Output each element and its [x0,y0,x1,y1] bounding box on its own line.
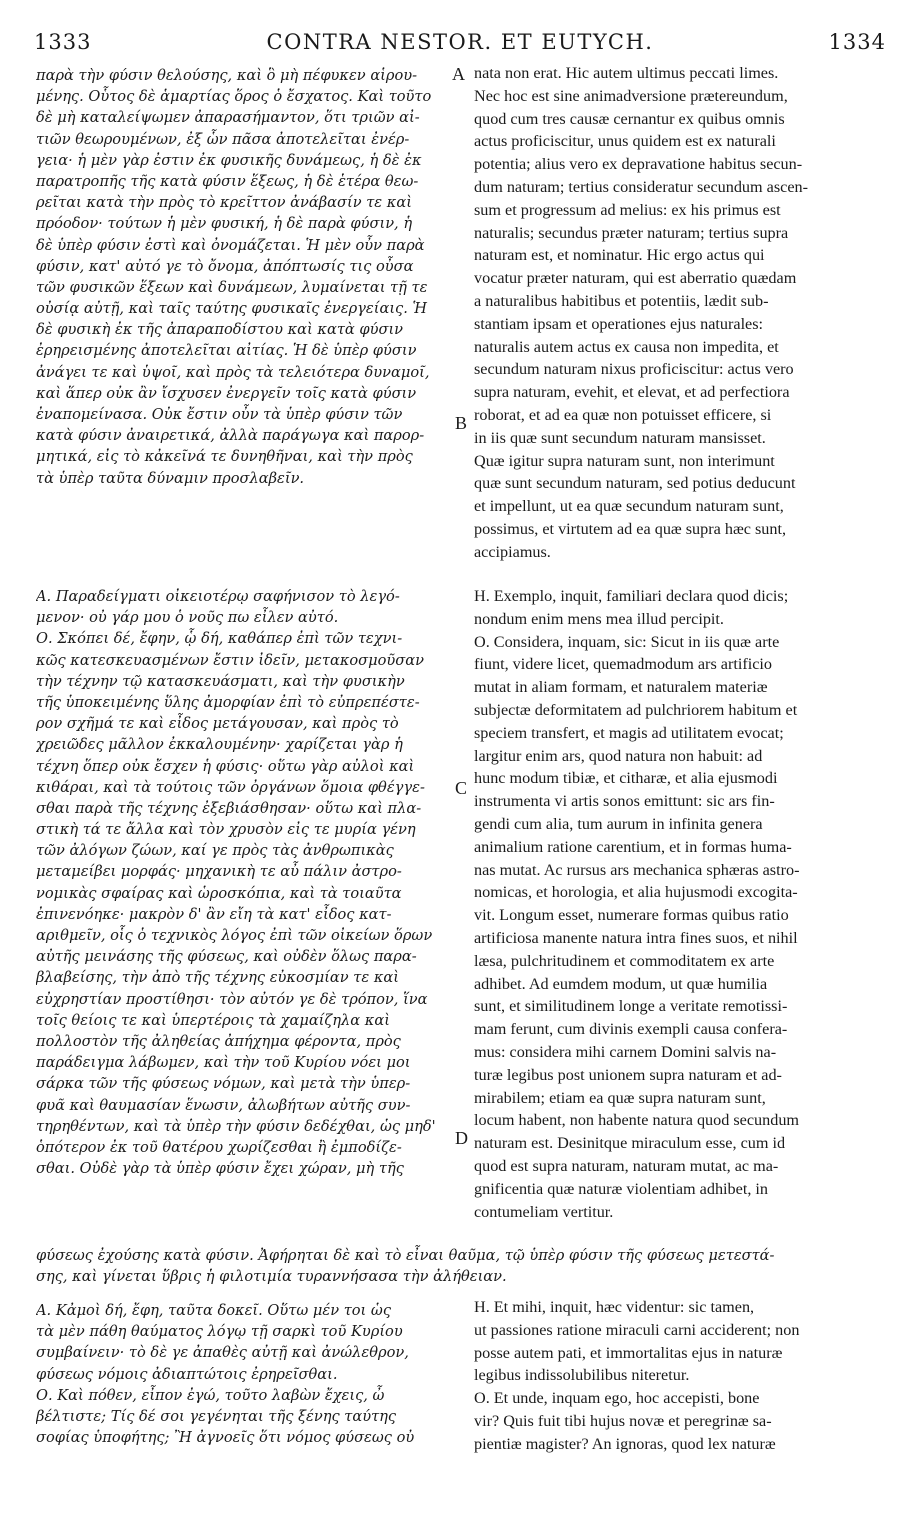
text-line: gnificentia quæ naturæ violentiam adhibet, in [474,1179,769,1198]
text-line: τοῖς θείοις τε καὶ ὑπερτέροις τὰ χαμαίζηλα καὶ [36,1011,390,1029]
text-line: δὲ μὴ καταλείψωμεν ἀπαρασήμαντον, ὅτι τριῶν αἰ- [36,109,420,127]
text-line: τὰ μὲν πάθη θαύματος λόγῳ τῇ σαρκὶ τοῦ Κυρίου [36,1323,403,1341]
text-line: αὐτῆς μεινάσης τῆς φύσεως, καὶ οὐδὲν ὅλως παρα- [36,948,417,966]
text-line: possimus, et virtutem ad ea quæ supra hæc sunt, [474,519,787,538]
text-line: φύσιν, κατ' αὐτό γε τὸ ὄνομα, ἀπόπτωσίς τις οὖσα [36,257,414,275]
text-line: βλαβείσης, τὴν ἀπὸ τῆς τέχνης εὐκοσμίαν τε καὶ [36,969,399,987]
text-line: a naturalibus habitibus et potentiis, lædit sub- [474,291,769,310]
text-line: Ο. Σκόπει δέ, ἔφην, ᾧ δή, καθάπερ ἐπὶ τῶν τεχνι- [36,630,403,648]
text-line: quod cum tres causæ cernantur ex quibus omnis [474,109,785,128]
text-line: vir? Quis fuit tibi hujus novæ et peregrinæ sa- [474,1411,772,1430]
text-line: turæ legibus post unionem supra naturam et ad- [474,1065,782,1084]
text-line: potentia; alius vero ex depravatione habitus secun- [474,155,803,174]
text-line: naturam est. Desinitque miraculum esse, cum id [474,1134,786,1153]
text-line: κιθάραι, καὶ τὰ τούτοις τῶν ὀργάνων ὅμοια φθέγγε- [36,778,425,796]
text-line: instrumenta vi artis sonos emittunt: sic ars fin- [474,792,775,811]
text-line: naturalis autem actus ex causa non impedita, et [474,337,779,356]
text-line: ἐρηρεισμένης ἀποτελεῖται αἰτίας. Ἡ δὲ ὑπὲρ φύσιν [36,342,417,360]
text-line: ρεῖται κατὰ τὴν πρὸς τὸ κρεῖττον ἀνάβασίν τε καὶ [36,194,412,212]
text-line: πρόοδον· τούτων ἡ μὲν φυσική, ἡ δὲ παρὰ φύσιν, ἡ [36,215,413,233]
text-line: accipiamus. [474,542,551,561]
text-line: nata non erat. Hic autem ultimus peccati limes. [474,64,779,82]
text-line: φύσεως ἐχούσης κατὰ φύσιν. Ἀφήρηται δὲ καὶ τὸ εἶναι θαῦμα, τῷ ὑπὲρ φύσιν τῆς φύσεως μετεστά- [36,1247,775,1264]
running-title: CONTRA NESTOR. ET EUTYCH. [266,30,654,54]
greek-text-block-1 [36,65,450,489]
text-line: γεια· ἡ μὲν γὰρ ἐστιν ἐκ φυσικῆς δυνάμεως, ἡ δὲ ἐκ [36,151,422,169]
text-line: τῶν ἀλόγων ζώων, καί γε πρὸς τὰς ἀνθρωπικὰς [36,842,394,860]
text-line: O. Considera, inquam, sic: Sicut in iis quæ arte [474,632,780,651]
margin-letter-d: D [455,1128,468,1148]
page-number-right: 1334 [828,30,886,54]
text-line: τὴν τέχνην τῷ κατασκευάσματι, καὶ τὴν φυσικὴν [36,672,405,690]
text-line: stantiam ipsam et operationes ejus naturales: [474,314,764,333]
text-line: σοφίας ὑποφήτης; Ἢ ἀγνοεῖς ὅτι νόμος φύσεως οὐ [36,1429,415,1447]
text-line: χρειῶδες μᾶλλον ἐκκαλουμένην· χαρίζεται γὰρ ἡ [36,736,403,754]
text-line: roborat, et ad ea quæ non potuisset efficere, si [474,405,772,424]
text-line: ἀνάγει τε καὶ ὑψοῖ, καὶ πρὸς τὰ τελειότερα δυναμοῖ, [36,363,430,381]
text-line: speciem transfert, et magis ad utilitatem evocat; [474,723,784,742]
text-line: τῆς ὑποκειμένης ὕλης ἀμορφίαν ἐπὶ τὸ εὐπρεπέστε- [36,693,420,711]
text-line: H. Exemplo, inquit, familiari declara quod dicis; [474,587,789,605]
text-line: μεταμείβει μορφάς· μηχανικὴ τε αὖ πάλιν ἀστρο- [36,863,402,881]
text-line: σάρκα τῶν τῆς φύσεως νόμων, καὶ μετὰ τὴν ὑπερ- [36,1075,411,1093]
text-line: sum et progressum ad melius: ex his primus est [474,200,781,219]
margin-letter-c: C [455,778,468,798]
text-line: mus: considera mihi carnem Domini salvis na- [474,1042,777,1061]
text-line: nomicas, et horologia, et alia hujusmodi excogita- [474,883,798,902]
latin-text-block-3 [474,1296,886,1456]
text-line: secundum naturam nixus proficiscitur: actus vero [474,360,794,379]
text-line: παρὰ τὴν φύσιν θελούσης, καὶ ὃ μὴ πέφυκεν αἱρου- [36,67,418,84]
text-line: gendi cum alia, tum aurum in infinita genera [474,814,763,833]
text-line: vit. Longum esset, numerare formas quibus ratio [474,906,789,925]
text-line: Α. Παραδείγματι οἰκειοτέρῳ σαφήνισον τὸ λεγό- [36,588,400,605]
text-line: contumeliam vertitur. [474,1202,614,1221]
text-line: vocatur præter naturam, qui est aberratio quædam [474,269,797,288]
text-line: actus proficiscitur, unus quidem est ex naturali [474,132,776,151]
text-line: αριθμεῖν, οἷς ὁ τεχνικὸς λόγος ἐπὶ τῶν οἰκείων ὅρων [36,927,433,944]
text-line: pientiæ magister? An ignoras, quod lex naturæ [474,1434,776,1453]
text-line: βέλτιστε; Τίς δέ σοι γεγένηται τῆς ξένης ταύτης [36,1407,397,1425]
greek-text-block-3 [36,1300,450,1448]
text-line: hunc modum tibiæ, et citharæ, et alia ejusmodi [474,769,778,788]
text-line: μενον· οὐ γάρ μου ὁ νοῦς πω εἶλεν αὐτό. [36,609,339,627]
text-line: nas mutat. Ac rursus ars mechanica sphæras astro- [474,860,800,879]
text-line: σης, καὶ γίνεται ὕβρις ἡ φιλοτιμία τυραννήσασα τὴν ἀλήθειαν. [36,1268,507,1286]
text-line: naturalis; secundus præter naturam; tertius supra [474,223,789,242]
text-line: in iis quæ sunt secundum naturam mansisset. [474,428,766,447]
text-line: μένης. Οὗτος δὲ ἁμαρτίας ὅρος ὁ ἔσχατος. Καὶ τοῦτο [36,88,432,106]
text-line: animalium ratione carentium, et in formas huma- [474,837,792,856]
margin-letter-a: A [452,64,465,84]
text-line: μητικά, εἰς τὸ κἀκεῖνά τε δυνηθῆναι, καὶ τὴν πρὸς [36,448,413,466]
text-line: fiunt, videre licet, quemadmodum ars artificio [474,655,773,674]
text-line: τιῶν θεωρουμένων, ἐξ ὧν πᾶσα ἀποτελεῖται ἐνέρ- [36,130,410,148]
text-line: supra naturam, evehit, et elevat, et ad perfectiora [474,383,790,402]
text-line: naturam est, et nominatur. Hic ergo actus qui [474,246,765,265]
text-line: mutat in aliam formam, et naturalem materiæ [474,678,768,697]
text-line: καὶ ἅπερ οὐκ ἂν ἴσχυσεν ἐνεργεῖν τοῖς κατὰ φύσιν [36,384,417,402]
text-line: τέχνη ὅπερ οὐκ ἔσχεν ἡ φύσις· οὕτω γὰρ αὐλοὶ καὶ [36,757,415,775]
text-line: πολλοστὸν τῆς ἀληθείας ἀπήχημα φέροντα, πρὸς [36,1032,401,1050]
text-line: sunt, et similitudinem longe a veritate remotissi- [474,997,788,1016]
text-line: κῶς κατεσκευασμένων ἔστιν ἰδεῖν, μετακοσμοῦσαν [36,651,424,669]
text-line: quod est supra naturam, naturam mutat, ac ma- [474,1156,779,1175]
text-line: τὰ ὑπὲρ ταῦτα δύναμιν προσλαβεῖν. [36,469,305,487]
page-number-left: 1333 [34,30,92,54]
text-line: τῶν φυσικῶν ἕξεων καὶ δυνάμεων, λυμαίνεται τῇ τε [36,278,428,296]
text-line: H. Et mihi, inquit, hæc videntur: sic tamen, [474,1298,755,1316]
text-line: τηρηθέντων, καὶ τὰ ὑπὲρ τὴν φύσιν δεδέχθαι, ὡς μηδ' [36,1117,436,1135]
text-line: posse autem pati, et immortalitas ejus in naturæ [474,1343,783,1362]
text-line: δὲ ὑπὲρ φύσιν ἐστὶ καὶ ὀνομάζεται. Ἡ μὲν οὖν παρὰ [36,236,425,254]
text-line: εὐχρηστίαν προστίθησι· τὸν αὐτόν γε δὲ τρόπον, ἵνα [36,990,428,1008]
text-line: κατὰ φύσιν ἀναιρετικά, ἀλλὰ παράγωγα καὶ παρορ- [36,427,425,445]
text-line: φύσεως νόμοις ἀδιαπτώτοις ἐρηρεῖσθαι. [36,1365,338,1383]
text-line: legibus indissolubilibus niteretur. [474,1366,690,1385]
text-line: νομικὰς σφαίρας καὶ ὡροσκόπια, καὶ τὰ τοιαῦτα [36,884,402,902]
text-line: παράδειγμα λάβωμεν, καὶ τὴν τοῦ Κυρίου νόει μοι [36,1054,411,1072]
greek-text-block-2 [36,586,450,1179]
text-line: σθαι παρὰ τῆς τέχνης ἐξεβιάσθησαν· οὕτω καὶ πλα- [36,799,422,817]
text-line: dum naturam; tertius consideratur secundum ascen- [474,177,808,196]
text-line: συμβαίνειν· τὸ δὲ γε ἀπαθὲς αὐτῇ καὶ ἀνώλεθρον, [36,1344,409,1362]
text-line: mirabilem; etiam ea quæ supra naturam sunt, [474,1088,766,1107]
text-line: læsa, pulchritudinem et commoditatem ex arte [474,951,775,970]
text-line: Ο. Καὶ πόθεν, εἶπον ἐγώ, τοῦτο λαβὼν ἔχεις, ὦ [36,1386,385,1404]
text-line: largitur enim ars, quod natura non habuit: ad [474,746,763,765]
text-line: mam ferunt, cum divinis exempli causa confera- [474,1020,788,1039]
text-line: ὁπότερον ἐκ τοῦ θατέρου χωρίζεσθαι ἢ ἐμποδίζε- [36,1138,402,1156]
text-line: subjectæ deformitatem ad pulchriorem habitum et [474,700,798,719]
text-line: ἐναπομείνασα. Οὐκ ἔστιν οὖν τὰ ὑπὲρ φύσιν τῶν [36,406,403,423]
text-line: locum habent, non habente natura quod secundum [474,1111,800,1130]
text-line: Quæ igitur supra naturam sunt, non interimunt [474,451,775,470]
text-line: O. Et unde, inquam ego, hoc accepisti, bone [474,1389,760,1408]
margin-letter-b: B [455,413,468,433]
text-line: nondum enim mens mea illud percipit. [474,609,724,628]
text-line: Nec hoc est sine animadversione prætereundum, [474,86,788,105]
text-line: φυᾶ καὶ θαυμασίαν ἕνωσιν, ἀλωβήτων αὐτῆς συν- [36,1096,411,1114]
text-line: ἐπινενόηκε· μακρὸν δ' ἂν εἴη τὰ κατ' εἶδος κατ- [36,905,392,923]
latin-text-block-1 [474,62,886,564]
text-line: quæ sunt secundum naturam, sed potius deducunt [474,474,796,493]
text-line: δὲ φυσικὴ ἐκ τῆς ἀπαραποδίστου καὶ κατὰ φύσιν [36,321,404,339]
text-line: ρον σχῆμά τε καὶ εἶδος μετάγουσαν, καὶ πρὸς τὸ [36,715,399,733]
text-line: σθαι. Οὐδὲ γὰρ τὰ ὑπὲρ φύσιν ἔχει χώραν, μὴ τῆς [36,1160,404,1178]
text-line: adhibet. Ad eumdem modum, ut quæ humilia [474,974,768,993]
text-line: artificiosa manente natura intra fines suos, et nihil [474,928,798,947]
text-line: Α. Κἀμοὶ δή, ἔφη, ταῦτα δοκεῖ. Οὕτω μέν τοι ὡς [36,1302,391,1319]
text-line: παρατροπῆς τῆς κατὰ φύσιν ἕξεως, ἡ δὲ ἑτέρα θεω- [36,172,419,190]
full-width-text [36,1245,886,1287]
text-line: οὐσίᾳ αὐτῇ, καὶ ταῖς ταύτης φυσικαῖς ἐνεργείαις. Ἡ [36,300,427,318]
latin-text-block-2 [474,585,886,1223]
text-line: ut passiones ratione miraculi carni acciderent; non [474,1320,800,1339]
text-line: et impellunt, ut ea quæ secundum naturam sunt, [474,497,784,516]
page-header [34,30,886,66]
text-line: στικὴ τά τε ἄλλα καὶ τὸν χρυσὸν εἰς τε μυρία γένη [36,821,416,839]
